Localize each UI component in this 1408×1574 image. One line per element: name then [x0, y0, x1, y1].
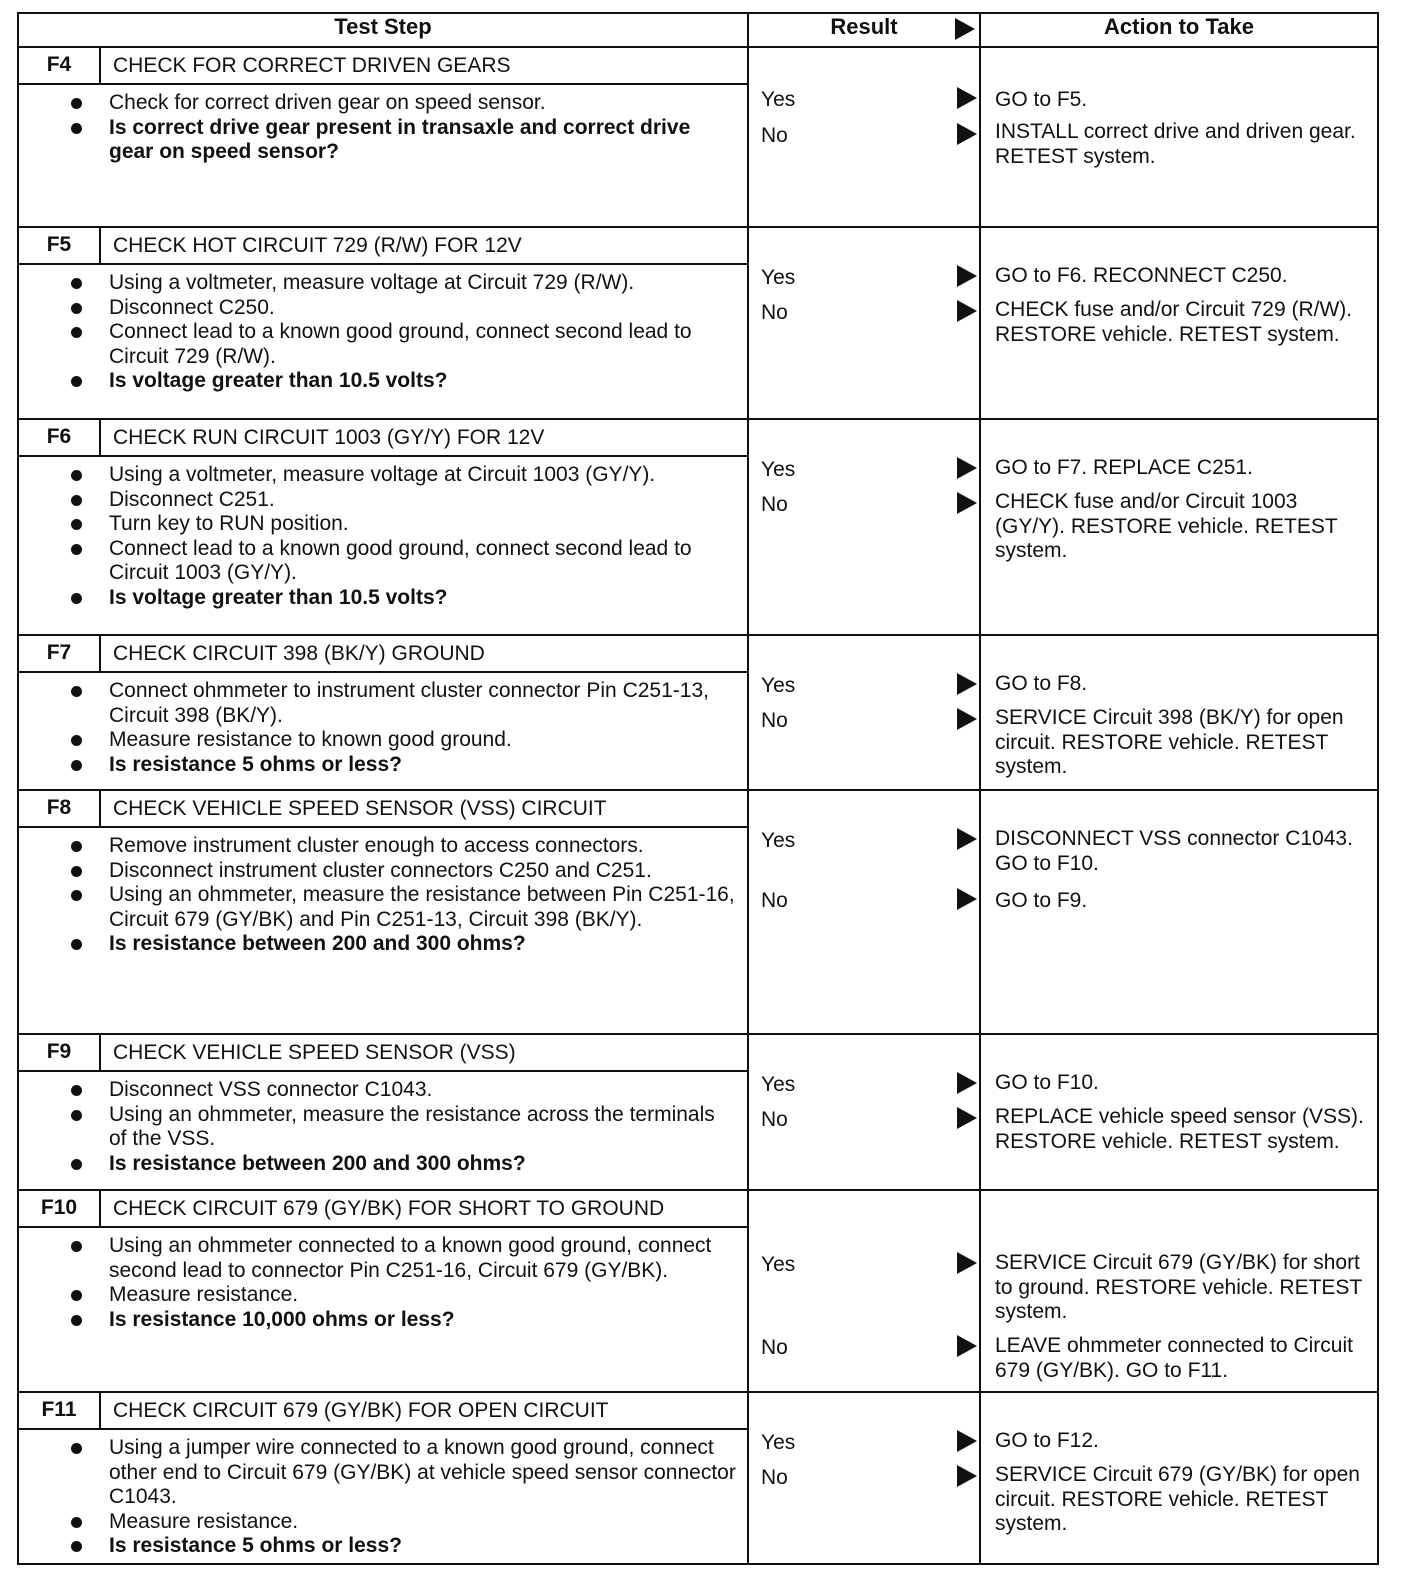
table-row — [18, 227, 1378, 419]
action-no: SERVICE Circuit 398 (BK/Y) for open circuit. RESTORE vehicle. RETEST system. — [995, 706, 1344, 778]
header-result-label: Result — [830, 14, 898, 39]
result-no: No — [761, 493, 788, 516]
arrow-right-icon — [957, 300, 977, 322]
test-step-cell — [18, 419, 748, 635]
result-no: No — [761, 1108, 788, 1131]
step-title: CHECK VEHICLE SPEED SENSOR (VSS) CIRCUIT — [113, 797, 607, 820]
arrow-right-icon — [957, 888, 977, 910]
step-title: CHECK CIRCUIT 679 (GY/BK) FOR SHORT TO GROUND — [113, 1197, 665, 1220]
action-cell — [980, 635, 1378, 790]
result-cell — [748, 1190, 980, 1392]
result-no: No — [761, 1466, 788, 1489]
step-instruction: Disconnect instrument cluster connectors C250 and C251. — [109, 859, 737, 884]
header-action: Action to Take — [980, 13, 1378, 47]
step-title: CHECK CIRCUIT 679 (GY/BK) FOR OPEN CIRCUIT — [113, 1399, 609, 1422]
arrow-right-icon — [957, 87, 977, 109]
test-step-cell — [18, 47, 748, 227]
action-yes: GO to F7. REPLACE C251. — [995, 456, 1253, 479]
step-instructions — [19, 1072, 747, 1180]
arrow-right-icon — [957, 1252, 977, 1274]
step-question: Is voltage greater than 10.5 volts? — [109, 586, 737, 611]
table-row — [18, 47, 1378, 227]
step-instruction: Using an ohmmeter connected to a known good ground, connect second lead to connector Pin C251-16, Circuit 679 (GY/BK). — [109, 1234, 737, 1283]
step-id: F11 — [19, 1393, 101, 1428]
step-instruction: Using a jumper wire connected to a known good ground, connect other end to Circuit 679 (GY/BK) at vehicle speed sensor connector C1043. — [109, 1436, 736, 1508]
step-instruction: Connect ohmmeter to instrument cluster connector Pin C251-13, Circuit 398 (BK/Y). — [109, 679, 737, 728]
arrow-right-icon — [957, 673, 977, 695]
header-test-step: Test Step — [18, 13, 748, 47]
result-yes: Yes — [761, 88, 796, 111]
table-body — [18, 47, 1378, 1564]
result-cell — [748, 1392, 980, 1564]
step-title: CHECK CIRCUIT 398 (BK/Y) GROUND — [113, 642, 485, 665]
action-yes: GO to F8. — [995, 672, 1088, 695]
action-cell — [980, 1190, 1378, 1392]
arrow-right-icon — [957, 265, 977, 287]
result-no: No — [761, 709, 788, 732]
step-header — [19, 48, 747, 85]
result-yes: Yes — [761, 674, 796, 697]
result-no: No — [761, 1336, 788, 1359]
table-row — [18, 1190, 1378, 1392]
step-question: Is voltage greater than 10.5 volts? — [109, 369, 737, 394]
table-header-row — [18, 13, 1378, 47]
test-step-cell — [18, 1392, 748, 1564]
step-instructions — [19, 1430, 747, 1563]
step-instructions — [19, 265, 747, 398]
step-header — [19, 228, 747, 265]
step-title: CHECK VEHICLE SPEED SENSOR (VSS) — [113, 1041, 516, 1064]
step-instruction: Disconnect C251. — [109, 488, 737, 513]
step-instruction: Disconnect C250. — [109, 296, 737, 321]
arrow-right-icon — [957, 1430, 977, 1452]
arrow-right-icon — [957, 1072, 977, 1094]
step-question: Is correct drive gear present in transaxle and correct drive gear on speed sensor? — [109, 116, 737, 165]
action-yes: GO to F6. RECONNECT C250. — [995, 264, 1288, 287]
action-cell — [980, 47, 1378, 227]
arrow-right-icon — [957, 828, 977, 850]
step-title: CHECK FOR CORRECT DRIVEN GEARS — [113, 54, 511, 77]
action-no: CHECK fuse and/or Circuit 1003 (GY/Y). RESTORE vehicle. RETEST system. — [995, 490, 1338, 562]
step-instruction: Measure resistance. — [109, 1283, 737, 1308]
step-question: Is resistance 10,000 ohms or less? — [109, 1308, 737, 1333]
table-row — [18, 635, 1378, 790]
result-no: No — [761, 301, 788, 324]
step-instruction: Turn key to RUN position. — [109, 512, 737, 537]
test-step-cell — [18, 227, 748, 419]
step-header — [19, 1393, 747, 1430]
table-row — [18, 1392, 1378, 1564]
arrow-right-icon — [955, 18, 975, 40]
step-instruction: Measure resistance. — [109, 1510, 737, 1535]
action-no: GO to F9. — [995, 889, 1088, 912]
result-yes: Yes — [761, 1253, 796, 1276]
step-title: CHECK RUN CIRCUIT 1003 (GY/Y) FOR 12V — [113, 426, 545, 449]
step-question: Is resistance 5 ohms or less? — [109, 1534, 737, 1559]
result-yes: Yes — [761, 266, 796, 289]
step-header — [19, 791, 747, 828]
arrow-right-icon — [957, 1465, 977, 1487]
step-id: F10 — [19, 1191, 101, 1226]
step-id: F5 — [19, 228, 101, 263]
action-yes: DISCONNECT VSS connector C1043. GO to F10. — [995, 827, 1353, 875]
result-yes: Yes — [761, 1073, 796, 1096]
action-cell — [980, 419, 1378, 635]
test-step-cell — [18, 635, 748, 790]
result-no: No — [761, 124, 788, 147]
step-header — [19, 420, 747, 457]
step-id: F9 — [19, 1035, 101, 1070]
step-instruction: Disconnect VSS connector C1043. — [109, 1078, 737, 1103]
step-instructions — [19, 673, 747, 781]
table-row — [18, 1034, 1378, 1190]
action-no: REPLACE vehicle speed sensor (VSS). RESTORE vehicle. RETEST system. — [995, 1105, 1364, 1153]
arrow-right-icon — [957, 708, 977, 730]
test-step-cell — [18, 1034, 748, 1190]
step-header — [19, 1191, 747, 1228]
result-yes: Yes — [761, 1431, 796, 1454]
header-result — [748, 13, 980, 47]
step-id: F8 — [19, 791, 101, 826]
arrow-right-icon — [957, 492, 977, 514]
result-cell — [748, 419, 980, 635]
step-instructions — [19, 457, 747, 614]
action-no: LEAVE ohmmeter connected to Circuit 679 (GY/BK). GO to F11. — [995, 1334, 1353, 1382]
step-question: Is resistance between 200 and 300 ohms? — [109, 1152, 737, 1177]
step-instructions — [19, 85, 747, 169]
step-instructions — [19, 1228, 747, 1336]
step-instruction: Using an ohmmeter, measure the resistance between Pin C251-16, Circuit 679 (GY/BK) and Pin C251-13, Circuit 398 (BK/Y). — [109, 883, 737, 932]
step-instruction: Connect lead to a known good ground, connect second lead to Circuit 1003 (GY/Y). — [109, 537, 737, 586]
arrow-right-icon — [957, 457, 977, 479]
step-question: Is resistance between 200 and 300 ohms? — [109, 932, 737, 957]
result-cell — [748, 1034, 980, 1190]
result-cell — [748, 635, 980, 790]
result-cell — [748, 227, 980, 419]
step-id: F4 — [19, 48, 101, 83]
action-cell — [980, 1392, 1378, 1564]
step-instruction: Measure resistance to known good ground. — [109, 728, 737, 753]
result-yes: Yes — [761, 458, 796, 481]
result-no: No — [761, 889, 788, 912]
step-instruction: Using an ohmmeter, measure the resistance across the terminals of the VSS. — [109, 1103, 737, 1152]
test-step-cell — [18, 1190, 748, 1392]
action-no: INSTALL correct drive and driven gear. RETEST system. — [995, 120, 1356, 168]
step-id: F6 — [19, 420, 101, 455]
action-yes: SERVICE Circuit 679 (GY/BK) for short to ground. RESTORE vehicle. RETEST system. — [995, 1251, 1362, 1323]
step-title: CHECK HOT CIRCUIT 729 (R/W) FOR 12V — [113, 234, 522, 257]
step-instruction: Using a voltmeter, measure voltage at Circuit 729 (R/W). — [109, 271, 737, 296]
arrow-right-icon — [957, 123, 977, 145]
action-no: SERVICE Circuit 679 (GY/BK) for open circuit. RESTORE vehicle. RETEST system. — [995, 1463, 1360, 1535]
action-yes: GO to F10. — [995, 1071, 1099, 1094]
action-yes: GO to F12. — [995, 1429, 1099, 1452]
test-step-cell — [18, 790, 748, 1034]
action-yes: GO to F5. — [995, 88, 1088, 111]
action-cell — [980, 790, 1378, 1034]
step-instruction: Check for correct driven gear on speed sensor. — [109, 91, 737, 116]
diagnostic-table — [17, 12, 1379, 1565]
result-yes: Yes — [761, 829, 796, 852]
step-instruction: Remove instrument cluster enough to access connectors. — [109, 834, 737, 859]
diagnostic-table-page — [17, 12, 1377, 1565]
step-header — [19, 1035, 747, 1072]
arrow-right-icon — [957, 1107, 977, 1129]
step-id: F7 — [19, 636, 101, 671]
action-no: CHECK fuse and/or Circuit 729 (R/W). RESTORE vehicle. RETEST system. — [995, 298, 1353, 346]
step-instruction: Connect lead to a known good ground, connect second lead to Circuit 729 (R/W). — [109, 320, 737, 369]
step-instruction: Using a voltmeter, measure voltage at Circuit 1003 (GY/Y). — [109, 463, 737, 488]
step-header — [19, 636, 747, 673]
action-cell — [980, 227, 1378, 419]
action-cell — [980, 1034, 1378, 1190]
arrow-right-icon — [957, 1335, 977, 1357]
result-cell — [748, 47, 980, 227]
table-row — [18, 790, 1378, 1034]
table-row — [18, 419, 1378, 635]
step-question: Is resistance 5 ohms or less? — [109, 753, 737, 778]
result-cell — [748, 790, 980, 1034]
step-instructions — [19, 828, 747, 961]
